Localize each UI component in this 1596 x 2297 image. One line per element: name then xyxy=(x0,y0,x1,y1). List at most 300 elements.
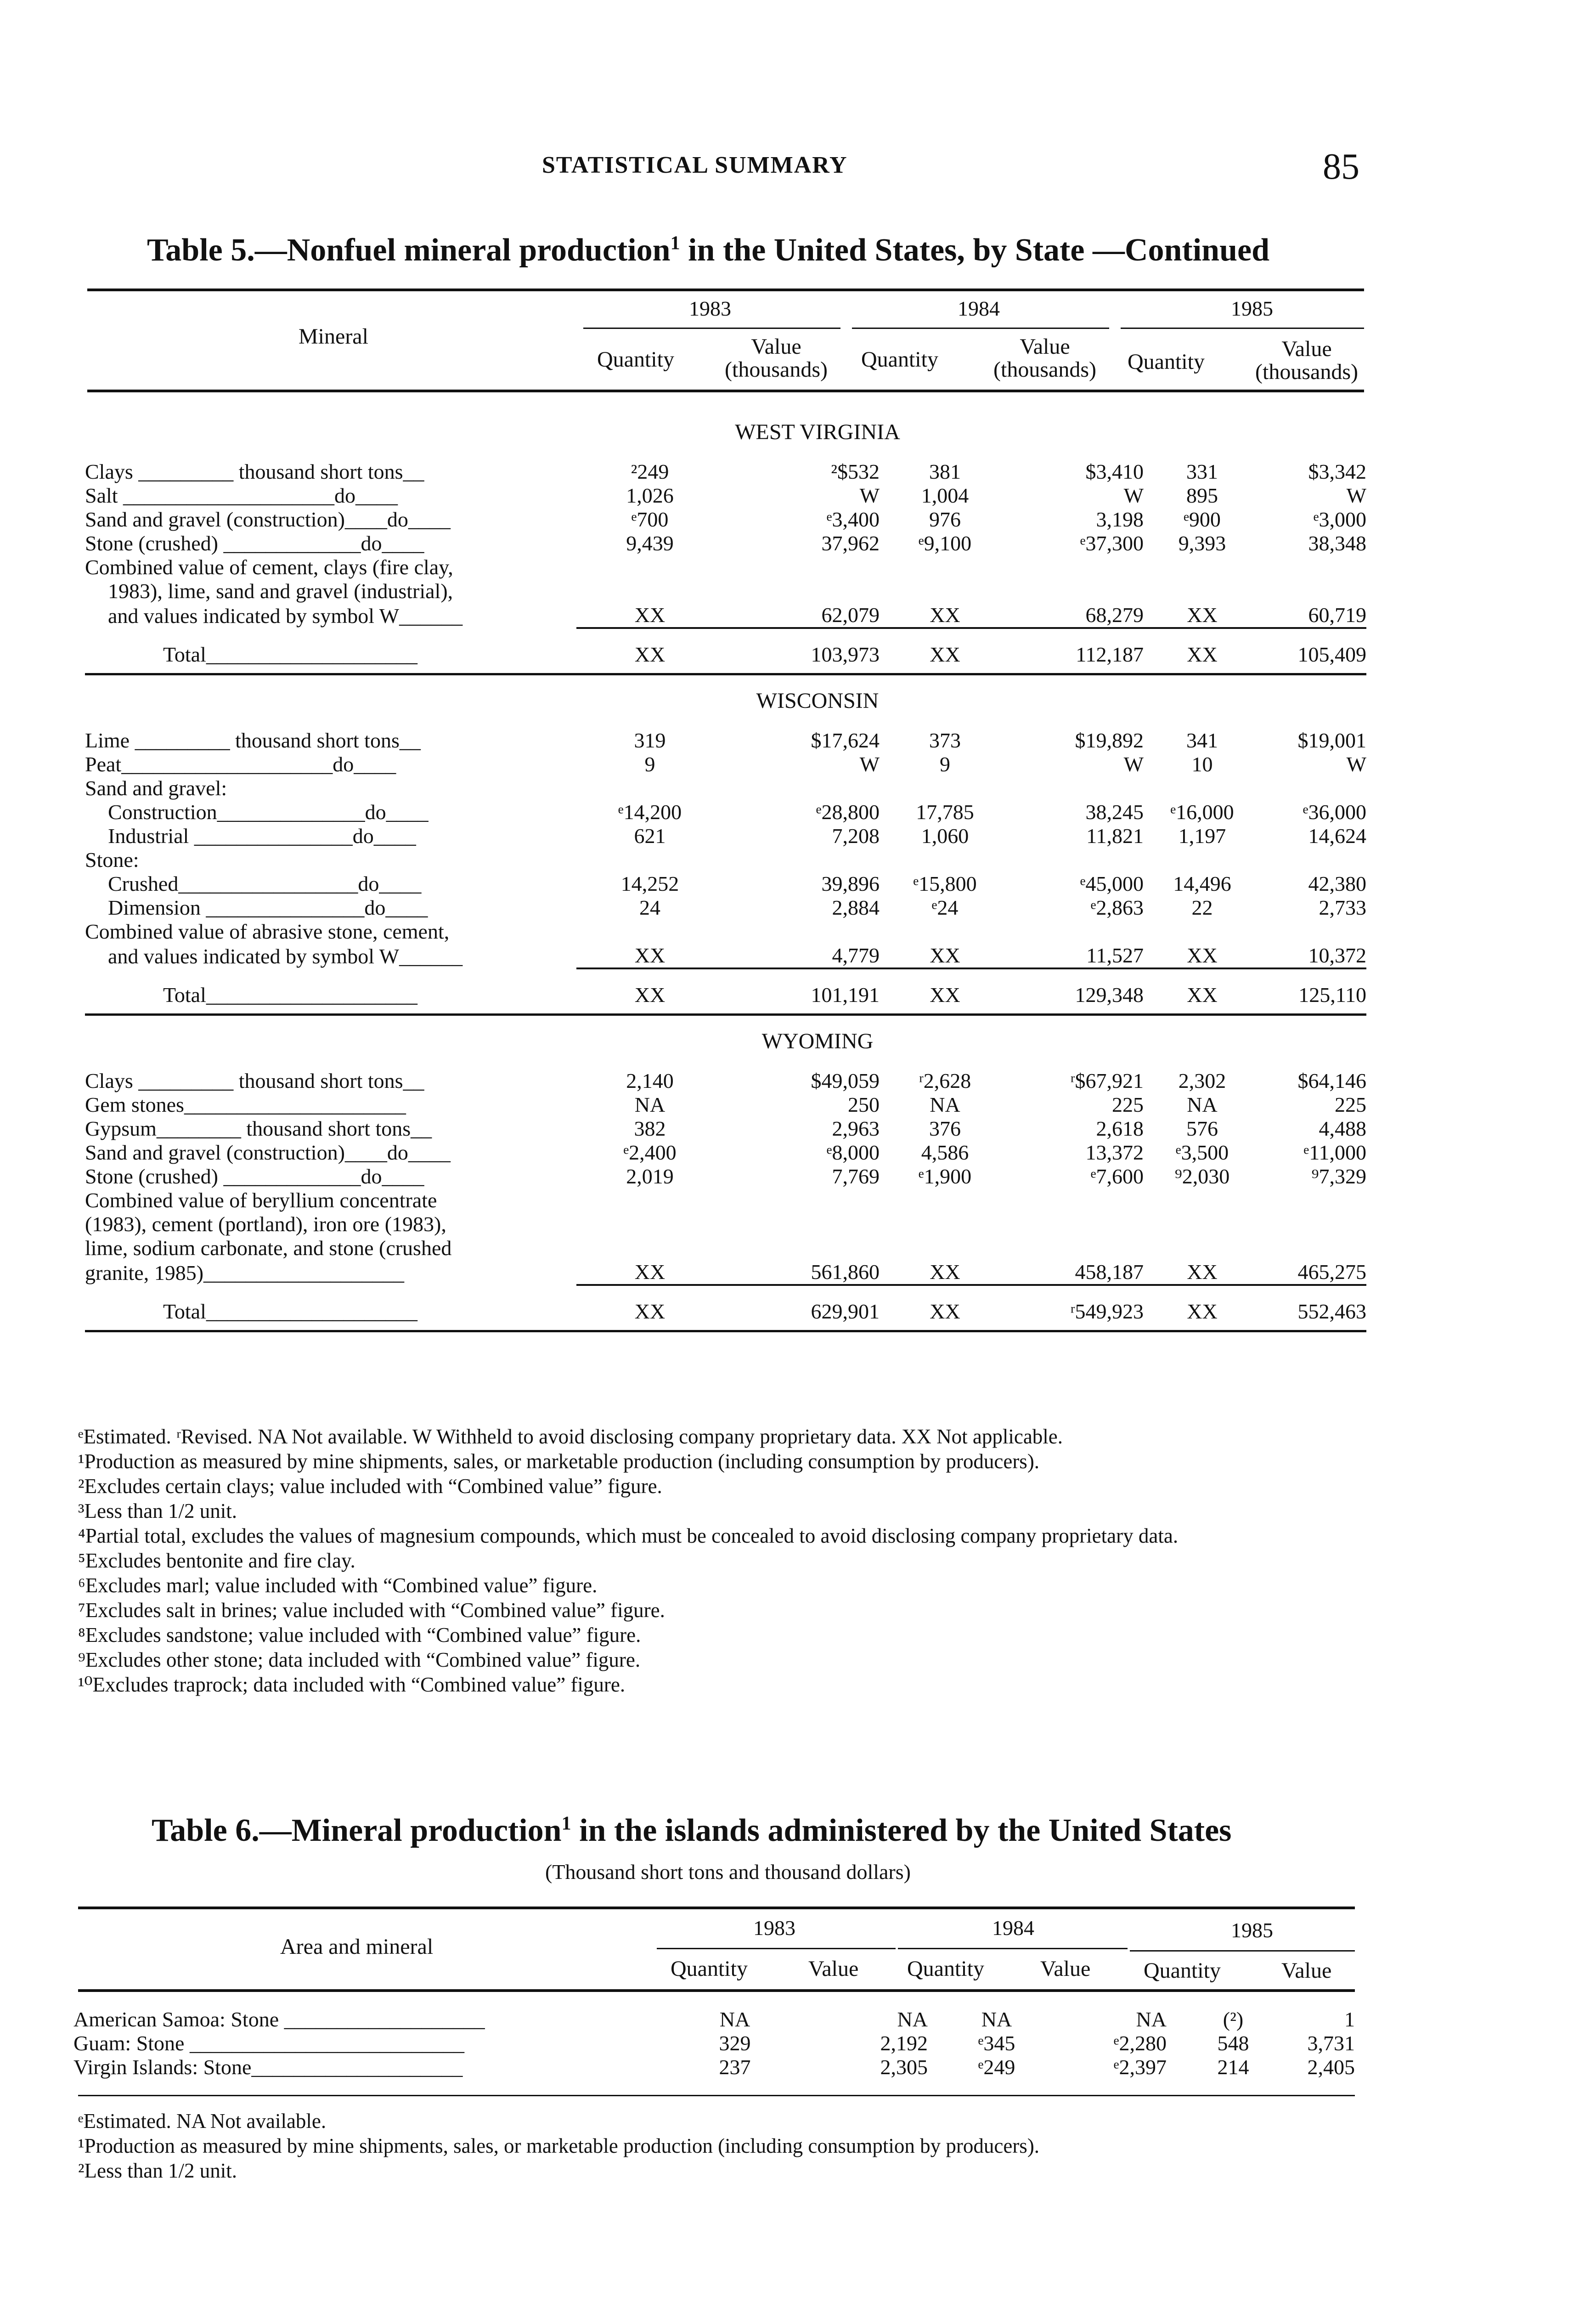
cell-q84: 17,785 xyxy=(916,800,974,824)
cell-q83 xyxy=(576,1212,723,1236)
cell-q85: ⁹2,030 xyxy=(1174,1165,1230,1188)
footnote: ¹Production as measured by mine shipments, sales, or marketable production (including consumption by producers). xyxy=(78,1450,1040,1473)
row-label: Gypsum________ thousand short tons__ xyxy=(85,1117,432,1140)
table-row xyxy=(85,1069,1366,1093)
table6-title: Table 6.—Mineral production$^1$ in the islands administered by the United States xyxy=(152,1813,1232,1848)
table6-body xyxy=(73,2008,1355,2079)
cell-v84: ᵉ2,397 xyxy=(1113,2055,1167,2079)
cell-q84: NA xyxy=(930,1093,960,1116)
footnote: ⁵Excludes bentonite and fire clay. xyxy=(78,1549,355,1572)
cell-v85: 42,380 xyxy=(1308,872,1366,895)
row-label: Stone: xyxy=(85,848,139,871)
cell-q83: 9 xyxy=(644,752,655,776)
cell-v83: 7,208 xyxy=(832,824,880,848)
cell-q85: 10 xyxy=(1191,752,1213,776)
cell-v85: $3,342 xyxy=(1308,460,1366,483)
cell-v84: 13,372 xyxy=(1085,1141,1144,1164)
row-label: Dimension _______________do____ xyxy=(108,896,428,919)
table-row xyxy=(85,1212,1366,1236)
cell-v85: ᵉ36,000 xyxy=(1303,800,1366,824)
cell-v83: 561,860 xyxy=(723,1260,880,1285)
row-label: Lime _________ thousand short tons__ xyxy=(85,729,421,752)
total-label: Total____________________ xyxy=(85,628,576,674)
rule-1983 xyxy=(583,328,840,329)
cell-v85: 225 xyxy=(1335,1093,1366,1116)
table-row xyxy=(85,848,1366,872)
year-1984: 1984 xyxy=(958,297,1000,320)
cell-v85: 125,110 xyxy=(1261,968,1366,1015)
footnote: ⁴Partial total, excludes the values of magnesium compounds, which must be concealed to avoid disclosing company proprietary data. xyxy=(78,1524,1179,1547)
cell-q83: 14,252 xyxy=(620,872,679,895)
cell-q85: XX xyxy=(1144,628,1261,674)
col-quantity-1984: Quantity xyxy=(861,347,938,372)
col-value-1983: Value (thousands) xyxy=(725,334,828,382)
cell-v84: W xyxy=(1123,752,1144,776)
cell-v85: W xyxy=(1346,484,1366,507)
t6-col-value-1984: Value xyxy=(1040,1957,1091,1981)
row-label: Combined value of cement, clays (fire clay, xyxy=(85,555,453,579)
cell-q84 xyxy=(880,1188,1010,1212)
cell-q83 xyxy=(576,1188,723,1212)
cell-q84 xyxy=(880,920,1010,944)
cell-v84: ʳ$67,921 xyxy=(1070,1069,1144,1092)
cell-v85: $19,001 xyxy=(1297,729,1366,752)
cell-v85: ᵉ3,000 xyxy=(1313,508,1366,531)
cell-q83: ᵉ14,200 xyxy=(618,800,682,824)
cell-q84: XX xyxy=(880,603,1010,628)
cell-v83: ᵉ3,400 xyxy=(826,508,880,531)
cell-q84: 1,004 xyxy=(921,484,969,507)
col-quantity-1983: Quantity xyxy=(597,347,674,372)
row-label: Clays _________ thousand short tons__ xyxy=(85,460,424,483)
row-label: Stone (crushed) _____________do____ xyxy=(85,532,424,555)
section-header-row xyxy=(85,1015,1366,1069)
cell-v83: 2,192 xyxy=(880,2031,928,2055)
state-heading: WEST VIRGINIA xyxy=(735,420,900,444)
cell-q85: 22 xyxy=(1191,896,1213,919)
cell-v84: 38,245 xyxy=(1085,800,1144,824)
section-header-row xyxy=(85,674,1366,729)
cell-q84 xyxy=(880,579,1010,603)
cell-v84: 2,618 xyxy=(1096,1117,1144,1140)
cell-v84: 129,348 xyxy=(1010,968,1144,1015)
table5-top-rule xyxy=(87,289,1364,291)
row-label: Gem stones_____________________ xyxy=(85,1093,406,1116)
cell-v83: ᵉ28,800 xyxy=(816,800,880,824)
cell-v84 xyxy=(1010,579,1144,603)
cell-q84: 1,060 xyxy=(921,824,969,848)
cell-q85: 214 xyxy=(1217,2055,1249,2079)
cell-q84: ᵉ24 xyxy=(931,896,959,919)
cell-q83: XX xyxy=(576,603,723,628)
cell-q84: XX xyxy=(880,944,1010,968)
cell-q83: XX xyxy=(576,968,723,1015)
row-label: granite, 1985)___________________ xyxy=(85,1261,405,1284)
table-row xyxy=(85,896,1366,920)
year-1985: 1985 xyxy=(1231,297,1273,320)
cell-q83: 9,439 xyxy=(626,532,674,555)
table5-footnotes xyxy=(78,1424,1364,1697)
cell-q85: NA xyxy=(1187,1093,1218,1116)
table6-header-rule xyxy=(78,1989,1355,1992)
cell-q85: ᵉ3,500 xyxy=(1175,1141,1229,1164)
table-row xyxy=(85,920,1366,944)
table-row xyxy=(73,2031,1355,2055)
row-label: Combined value of beryllium concentrate xyxy=(85,1188,437,1212)
cell-q85: ᵉ900 xyxy=(1184,508,1221,531)
table-row xyxy=(85,1260,1366,1285)
cell-v84: 11,821 xyxy=(1086,824,1144,848)
table5-rows xyxy=(85,420,1366,1331)
cell-q84: XX xyxy=(880,628,1010,674)
cell-v83: $49,059 xyxy=(811,1069,880,1092)
cell-v84: 225 xyxy=(1112,1093,1144,1116)
cell-v84: $19,892 xyxy=(1075,729,1144,752)
footnote: ᵉEstimated. NA Not available. xyxy=(78,2110,327,2133)
cell-q84: XX xyxy=(880,1285,1010,1331)
t6-year-1985: 1985 xyxy=(1231,1918,1273,1942)
footnote: ¹⁰Excludes traprock; data included with “Combined value” figure. xyxy=(78,1673,626,1696)
cell-q83: ᵉ2,400 xyxy=(623,1141,677,1164)
cell-v83 xyxy=(723,555,880,579)
cell-q85 xyxy=(1144,1188,1261,1212)
table-row xyxy=(85,752,1366,776)
cell-v83: 2,305 xyxy=(880,2055,928,2079)
running-title: STATISTICAL SUMMARY xyxy=(542,152,848,178)
cell-q83: ᵉ700 xyxy=(631,508,669,531)
section-header-row xyxy=(85,420,1366,460)
row-label: and values indicated by symbol W______ xyxy=(108,945,463,968)
cell-v84: NA xyxy=(1136,2008,1167,2031)
row-label: Peat____________________do____ xyxy=(85,752,396,776)
table5-body xyxy=(85,420,1366,1332)
cell-v85 xyxy=(1261,848,1366,872)
cell-q84 xyxy=(880,1212,1010,1236)
cell-v85 xyxy=(1261,776,1366,800)
row-label: 1983), lime, sand and gravel (industrial), xyxy=(108,579,453,603)
cell-q85: (²) xyxy=(1223,2008,1244,2031)
row-label: (1983), cement (portland), iron ore (1983), xyxy=(85,1212,446,1236)
cell-q84: ʳ2,628 xyxy=(919,1069,971,1092)
cell-v83: 7,769 xyxy=(832,1165,880,1188)
footnote: ²Excludes certain clays; value included with “Combined value” figure. xyxy=(78,1475,662,1498)
table-row xyxy=(85,484,1366,508)
cell-v85: 60,719 xyxy=(1261,603,1366,628)
cell-v85 xyxy=(1261,1236,1366,1260)
footnote: ¹Production as measured by mine shipments, sales, or marketable production (including consumption by producers). xyxy=(78,2134,1040,2157)
row-label: Construction______________do____ xyxy=(108,800,429,824)
cell-q84: XX xyxy=(880,968,1010,1015)
cell-q84: NA xyxy=(981,2008,1012,2031)
cell-v84 xyxy=(1010,555,1144,579)
table-row xyxy=(85,1165,1366,1188)
col-area: Area and mineral xyxy=(280,1935,434,1959)
cell-v83 xyxy=(723,1212,880,1236)
state-heading: WYOMING xyxy=(761,1029,874,1053)
table-row xyxy=(85,603,1366,628)
t6-col-quantity-1984: Quantity xyxy=(907,1957,984,1981)
table-row xyxy=(85,579,1366,603)
total-row xyxy=(85,1285,1366,1331)
cell-q83: 2,140 xyxy=(626,1069,674,1092)
cell-v83: 37,962 xyxy=(821,532,880,555)
cell-q85 xyxy=(1144,776,1261,800)
cell-v83: $17,624 xyxy=(811,729,880,752)
cell-q84: 976 xyxy=(929,508,961,531)
table-row xyxy=(85,1141,1366,1165)
row-label: and values indicated by symbol W______ xyxy=(108,604,463,628)
cell-v84: W xyxy=(1123,484,1144,507)
cell-v83 xyxy=(723,920,880,944)
cell-q85: XX xyxy=(1144,944,1261,968)
cell-v84 xyxy=(1010,920,1144,944)
footnote: ᵉEstimated. ʳRevised. NA Not available. W Withheld to avoid disclosing company proprietary data. XX Not applicable. xyxy=(78,1425,1063,1448)
table-row xyxy=(85,824,1366,848)
cell-v84 xyxy=(1010,1236,1144,1260)
cell-v85 xyxy=(1261,1188,1366,1212)
cell-v84 xyxy=(1010,1188,1144,1212)
table-row xyxy=(85,508,1366,532)
cell-v85: 38,348 xyxy=(1308,532,1366,555)
cell-q83 xyxy=(576,555,723,579)
cell-v84: 112,187 xyxy=(1010,628,1144,674)
cell-v85 xyxy=(1261,579,1366,603)
t6-rule-1983 xyxy=(657,1948,896,1949)
cell-v83 xyxy=(723,579,880,603)
cell-v84: ᵉ37,300 xyxy=(1080,532,1144,555)
cell-q83: XX xyxy=(576,944,723,968)
cell-q85: XX xyxy=(1144,603,1261,628)
cell-q85 xyxy=(1144,1236,1261,1260)
total-row xyxy=(85,628,1366,674)
cell-q85: XX xyxy=(1144,1260,1261,1285)
cell-q84: ᵉ9,100 xyxy=(918,532,972,555)
cell-q84: 381 xyxy=(929,460,961,483)
t6-rule-1985 xyxy=(1130,1950,1355,1952)
total-label: Total____________________ xyxy=(85,968,576,1015)
cell-q85: 548 xyxy=(1217,2031,1249,2055)
cell-q83 xyxy=(576,920,723,944)
cell-v85: 4,488 xyxy=(1319,1117,1366,1140)
t6-rule-1984 xyxy=(898,1948,1128,1949)
row-label: American Samoa: Stone ___________________ xyxy=(73,2008,485,2031)
table-row xyxy=(85,1093,1366,1117)
row-label: Sand and gravel (construction)____do____ xyxy=(85,508,451,531)
cell-v85: 105,409 xyxy=(1261,628,1366,674)
cell-v85: 14,624 xyxy=(1308,824,1366,848)
cell-q83 xyxy=(576,1236,723,1260)
cell-v83: NA xyxy=(897,2008,928,2031)
table-row xyxy=(85,872,1366,896)
cell-v85 xyxy=(1261,555,1366,579)
footnote: ⁷Excludes salt in brines; value included with “Combined value” figure. xyxy=(78,1599,665,1622)
rule-1984 xyxy=(852,328,1109,329)
row-label: Virgin Islands: Stone____________________ xyxy=(73,2055,463,2079)
footnote: ²Less than 1/2 unit. xyxy=(78,2159,237,2182)
cell-v83: 250 xyxy=(848,1093,880,1116)
cell-v83: W xyxy=(859,752,880,776)
cell-v84 xyxy=(1010,1212,1144,1236)
cell-v83: 101,191 xyxy=(723,968,880,1015)
year-1983: 1983 xyxy=(689,297,731,320)
table-row xyxy=(85,460,1366,484)
row-label: lime, sodium carbonate, and stone (crushed xyxy=(85,1236,452,1260)
cell-q85 xyxy=(1144,579,1261,603)
t6-col-value-1985: Value xyxy=(1281,1958,1332,1983)
table6-rows xyxy=(73,2008,1355,2079)
cell-q85: 2,302 xyxy=(1178,1069,1226,1092)
cell-q84: XX xyxy=(880,1260,1010,1285)
cell-v83: 2,884 xyxy=(832,896,880,919)
cell-v85: 10,372 xyxy=(1261,944,1366,968)
cell-q85 xyxy=(1144,848,1261,872)
cell-q85: 9,393 xyxy=(1178,532,1226,555)
cell-q85: 331 xyxy=(1186,460,1218,483)
cell-v83: W xyxy=(859,484,880,507)
table-row xyxy=(85,532,1366,555)
cell-q84: 4,586 xyxy=(921,1141,969,1164)
col-value-1985: Value (thousands) xyxy=(1255,337,1358,384)
cell-q85: 1,197 xyxy=(1178,824,1226,848)
cell-v85: 465,275 xyxy=(1261,1260,1366,1285)
cell-v84: 68,279 xyxy=(1010,603,1144,628)
cell-v84: 458,187 xyxy=(1010,1260,1144,1285)
t6-col-quantity-1985: Quantity xyxy=(1144,1958,1221,1983)
col-value-1984: Value (thousands) xyxy=(993,334,1096,382)
cell-q85: XX xyxy=(1144,968,1261,1015)
cell-v83: 629,901 xyxy=(723,1285,880,1331)
cell-q85: ᵉ16,000 xyxy=(1170,800,1234,824)
page-number: 85 xyxy=(1323,147,1359,187)
table-row xyxy=(85,1117,1366,1141)
table6-bottom-rule xyxy=(78,2095,1355,2096)
cell-v85: 2,733 xyxy=(1319,896,1366,919)
cell-q84 xyxy=(880,1236,1010,1260)
cell-q84: ᵉ15,800 xyxy=(913,872,977,895)
cell-v83 xyxy=(723,776,880,800)
cell-v83: ²$532 xyxy=(831,460,880,483)
cell-v85 xyxy=(1261,920,1366,944)
cell-q83: 237 xyxy=(719,2055,751,2079)
cell-v85: ⁹7,329 xyxy=(1311,1165,1366,1188)
cell-q84: ᵉ249 xyxy=(978,2055,1015,2079)
t6-year-1983: 1983 xyxy=(753,1916,795,1940)
row-label: Stone (crushed) _____________do____ xyxy=(85,1165,424,1188)
cell-v84: 3,198 xyxy=(1096,508,1144,531)
row-label: Sand and gravel: xyxy=(85,776,227,800)
table-row xyxy=(85,555,1366,579)
cell-q83: 319 xyxy=(634,729,666,752)
footnote: ⁸Excludes sandstone; value included with “Combined value” figure. xyxy=(78,1624,641,1646)
t6-col-value-1983: Value xyxy=(808,1957,859,1981)
table-row xyxy=(85,944,1366,968)
cell-v83: 2,963 xyxy=(832,1117,880,1140)
cell-v85 xyxy=(1261,1212,1366,1236)
cell-q83: 1,026 xyxy=(626,484,674,507)
cell-q83 xyxy=(576,776,723,800)
cell-q85: 341 xyxy=(1186,729,1218,752)
table6-subtitle: (Thousand short tons and thousand dollars) xyxy=(545,1860,911,1884)
footnote: ⁹Excludes other stone; data included with “Combined value” figure. xyxy=(78,1648,641,1671)
cell-v84: ʳ549,923 xyxy=(1010,1285,1144,1331)
table-row xyxy=(85,776,1366,800)
cell-v84 xyxy=(1010,848,1144,872)
cell-q84 xyxy=(880,776,1010,800)
row-label: Clays _________ thousand short tons__ xyxy=(85,1069,424,1092)
cell-q83: XX xyxy=(576,1260,723,1285)
cell-q83: NA xyxy=(634,1093,665,1116)
table6-footnotes xyxy=(78,2109,1364,2183)
cell-q85: 895 xyxy=(1186,484,1218,507)
cell-q83 xyxy=(576,579,723,603)
cell-q84: 373 xyxy=(929,729,961,752)
cell-q84 xyxy=(880,555,1010,579)
cell-v83 xyxy=(723,1188,880,1212)
table5-title: Table 5.—Nonfuel mineral production$^1$ in the United States, by State —Continued xyxy=(147,232,1270,268)
t6-col-quantity-1983: Quantity xyxy=(671,1957,748,1981)
cell-v83: 103,973 xyxy=(723,628,880,674)
table-row xyxy=(85,800,1366,824)
table-row xyxy=(85,1188,1366,1212)
row-label: Industrial _______________do____ xyxy=(108,824,416,848)
cell-v85: $64,146 xyxy=(1297,1069,1366,1092)
cell-v84 xyxy=(1010,776,1144,800)
cell-v84: ᵉ2,280 xyxy=(1113,2031,1167,2055)
cell-v84: ᵉ45,000 xyxy=(1080,872,1144,895)
cell-q85 xyxy=(1144,555,1261,579)
cell-q85 xyxy=(1144,920,1261,944)
row-label: Salt ____________________do____ xyxy=(85,484,398,507)
cell-v83: 39,896 xyxy=(821,872,880,895)
cell-v85: ᵉ11,000 xyxy=(1303,1141,1366,1164)
state-heading: WISCONSIN xyxy=(756,689,879,713)
table5-header-rule xyxy=(87,390,1364,392)
col-quantity-1985: Quantity xyxy=(1128,350,1205,374)
cell-q83: 621 xyxy=(634,824,666,848)
cell-v83: 62,079 xyxy=(723,603,880,628)
cell-q84 xyxy=(880,848,1010,872)
cell-v84: 11,527 xyxy=(1010,944,1144,968)
cell-q83: 24 xyxy=(639,896,660,919)
cell-q83: 2,019 xyxy=(626,1165,674,1188)
cell-q85: 14,496 xyxy=(1173,872,1231,895)
row-label: Crushed_________________do____ xyxy=(108,872,422,895)
cell-q85: XX xyxy=(1144,1285,1261,1331)
table-row xyxy=(73,2008,1355,2031)
cell-q83: XX xyxy=(576,628,723,674)
cell-q84: ᵉ1,900 xyxy=(918,1165,972,1188)
cell-q83: 329 xyxy=(719,2031,751,2055)
cell-v84: $3,410 xyxy=(1085,460,1144,483)
table-row xyxy=(85,729,1366,752)
footnote: ³Less than 1/2 unit. xyxy=(78,1499,237,1522)
cell-v85: 3,731 xyxy=(1307,2031,1355,2055)
table-row xyxy=(73,2055,1355,2079)
cell-q84: 9 xyxy=(940,752,950,776)
cell-q83: XX xyxy=(576,1285,723,1331)
cell-v83: ᵉ8,000 xyxy=(826,1141,880,1164)
row-label: Sand and gravel (construction)____do____ xyxy=(85,1141,451,1164)
cell-v83: 4,779 xyxy=(723,944,880,968)
cell-q84: 376 xyxy=(929,1117,961,1140)
total-row xyxy=(85,968,1366,1015)
cell-q85: 576 xyxy=(1186,1117,1218,1140)
cell-q85 xyxy=(1144,1212,1261,1236)
rule-1985 xyxy=(1121,328,1364,329)
cell-v83 xyxy=(723,1236,880,1260)
row-label: Guam: Stone __________________________ xyxy=(73,2031,464,2055)
row-label: Combined value of abrasive stone, cement, xyxy=(85,920,450,943)
